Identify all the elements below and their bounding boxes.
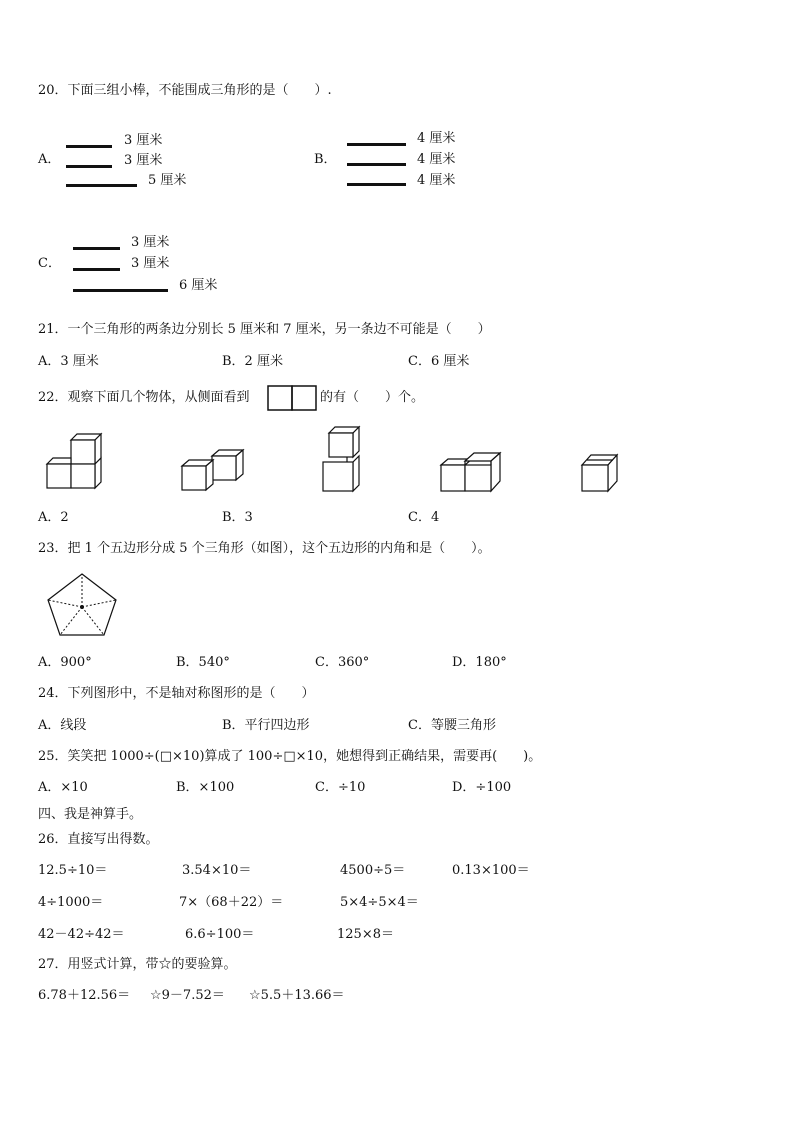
q20-option-a-letter[interactable]: A． [38, 152, 61, 167]
q20-b-label-3: 4 厘米 [417, 173, 456, 188]
side-view-two-squares-figure [267, 385, 317, 411]
q27-item-1: 6.78＋12.56＝ [38, 988, 131, 1003]
q26-r2-c3: 5×4÷5×4＝ [340, 895, 419, 910]
q23-option-b[interactable]: B．540° [176, 655, 230, 670]
q26-r3-c3: 125×8＝ [337, 927, 394, 942]
q21-option-a[interactable]: A．3 厘米 [38, 354, 99, 369]
q20-b-stick-2 [347, 163, 406, 166]
section-heading: 四、我是神算手。 [38, 807, 143, 822]
q25-option-d[interactable]: D．÷100 [452, 780, 512, 795]
q20-b-stick-3 [347, 183, 406, 186]
q20-c-stick-3 [73, 289, 168, 292]
q25-option-b[interactable]: B．×100 [176, 780, 235, 795]
q23-option-d[interactable]: D．180° [452, 655, 507, 670]
q20-a-stick-3 [66, 184, 137, 187]
q24-stem: 24．下列图形中，不是轴对称图形的是（ ） [38, 686, 315, 701]
q26-r2-c1: 4÷1000＝ [38, 895, 104, 910]
pentagon-figure [46, 572, 120, 638]
q20-b-label-1: 4 厘米 [417, 131, 456, 146]
q27-item-2: ☆9－7.52＝ [150, 988, 225, 1003]
q23-option-a[interactable]: A．900° [38, 655, 92, 670]
q26-r1-c3: 4500÷5＝ [340, 863, 406, 878]
q26-r1-c1: 12.5÷10＝ [38, 863, 108, 878]
q23-stem: 23．把 1 个五边形分成 5 个三角形（如图），这个五边形的内角和是（ ）。 [38, 541, 491, 556]
q26-r2-c2: 7×（68＋22）＝ [179, 895, 284, 910]
q22-stem-before: 22．观察下面几个物体，从侧面看到 [38, 390, 250, 405]
q20-stem: 20．下面三组小棒，不能围成三角形的是（ ）. [38, 83, 332, 98]
cube-figure-2 [181, 449, 247, 493]
q23-option-c[interactable]: C．360° [315, 655, 370, 670]
q22-option-a[interactable]: A．2 [38, 510, 69, 525]
q25-option-c[interactable]: C．÷10 [315, 780, 366, 795]
q21-option-c[interactable]: C．6 厘米 [408, 354, 470, 369]
q20-a-label-2: 3 厘米 [124, 153, 163, 168]
q20-c-stick-1 [73, 247, 120, 250]
q25-option-a[interactable]: A．×10 [38, 780, 88, 795]
q20-option-b-letter[interactable]: B． [314, 152, 337, 167]
q26-stem: 26．直接写出得数。 [38, 832, 159, 847]
q27-stem: 27．用竖式计算，带☆的要验算。 [38, 957, 237, 972]
q20-a-stick-2 [66, 165, 112, 168]
cube-figure-3 [321, 425, 365, 493]
q24-option-c[interactable]: C．等腰三角形 [408, 718, 496, 733]
q22-stem-after: 的有（ ）个。 [320, 390, 425, 405]
q20-c-stick-2 [73, 268, 120, 271]
q26-r3-c2: 6.6÷100＝ [185, 927, 255, 942]
cube-figure-4 [440, 451, 504, 493]
q20-c-label-1: 3 厘米 [131, 235, 170, 250]
q21-option-b[interactable]: B．2 厘米 [222, 354, 283, 369]
q20-c-label-2: 3 厘米 [131, 256, 170, 271]
q24-option-b[interactable]: B．平行四边形 [222, 718, 310, 733]
q22-option-b[interactable]: B．3 [222, 510, 253, 525]
q27-item-3: ☆5.5＋13.66＝ [249, 988, 345, 1003]
q20-c-label-3: 6 厘米 [179, 278, 218, 293]
q26-r1-c4: 0.13×100＝ [452, 863, 530, 878]
q20-option-c-letter[interactable]: C． [38, 256, 61, 271]
cube-figure-5 [581, 451, 621, 493]
q20-a-label-1: 3 厘米 [124, 133, 163, 148]
q24-option-a[interactable]: A．线段 [38, 718, 87, 733]
q25-stem: 25．笑笑把 1000÷(□×10)算成了 100÷□×10，她想得到正确结果，需要再( )。 [38, 749, 542, 764]
cube-figure-1 [46, 432, 106, 494]
q26-r3-c1: 42－42÷42＝ [38, 927, 125, 942]
q20-b-label-2: 4 厘米 [417, 152, 456, 167]
q21-stem: 21．一个三角形的两条边分别长 5 厘米和 7 厘米，另一条边不可能是（ ） [38, 322, 491, 337]
q22-option-c[interactable]: C．4 [408, 510, 440, 525]
q20-a-label-3: 5 厘米 [148, 173, 187, 188]
q20-b-stick-1 [347, 143, 406, 146]
q20-a-stick-1 [66, 145, 112, 148]
q26-r1-c2: 3.54×10＝ [182, 863, 252, 878]
